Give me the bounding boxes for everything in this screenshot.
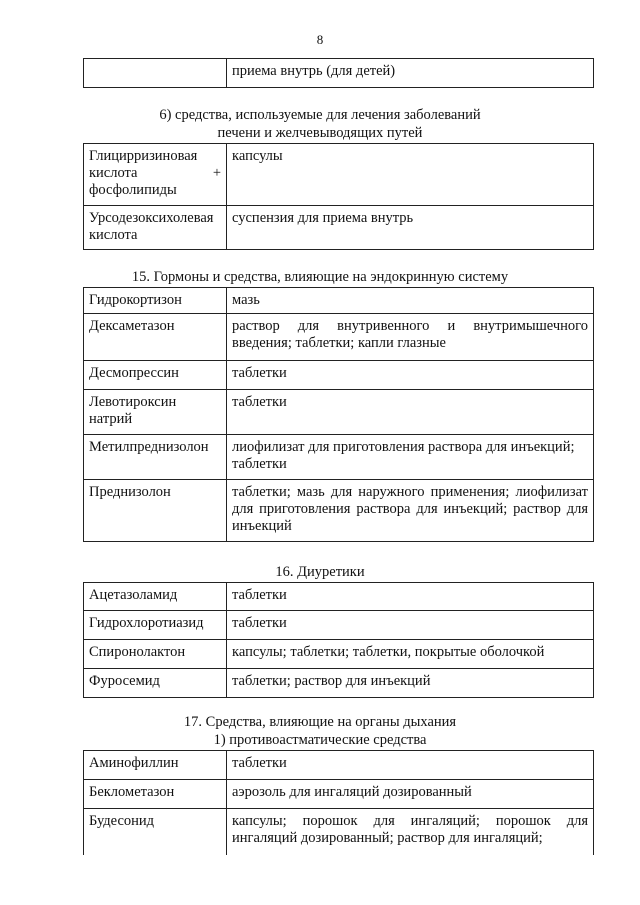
table-row — [84, 144, 594, 206]
drug-name-cell: Метилпреднизолон — [84, 435, 227, 480]
table-row — [84, 583, 594, 611]
table-row — [84, 669, 594, 698]
section-17-title — [0, 713, 640, 749]
drug-name-cell: Гидрокортизон — [84, 288, 227, 314]
dosage-form-cell: аэрозоль для ингаляций дозированный — [227, 780, 594, 809]
dosage-form-cell: таблетки; мазь для наружного применения; лиофилизат для приготовления раствора для инъекций; раствор для инъекций — [227, 480, 594, 542]
subsection-6-title — [0, 106, 640, 142]
table-row — [84, 640, 594, 669]
table-row — [84, 59, 594, 88]
drug-name-part: кислота — [89, 165, 138, 181]
drug-name-cell: Аминофиллин — [84, 751, 227, 780]
subsection-6-title-line2: печени и желчевыводящих путей — [217, 125, 423, 141]
table-row — [84, 751, 594, 780]
drug-name-cell: Преднизолон — [84, 480, 227, 542]
page-number: 8 — [316, 32, 324, 47]
subsection-6-title-line1: 6) средства, используемые для лечения заболеваний — [159, 107, 481, 123]
table-row — [84, 611, 594, 640]
dosage-form-cell: капсулы — [227, 144, 594, 206]
drug-name-cell — [84, 144, 227, 206]
liver-drugs-table — [83, 143, 594, 250]
dosage-form-cell: таблетки — [227, 390, 594, 435]
drug-name-cell: Левотироксин натрий — [84, 390, 227, 435]
dosage-form-cell: таблетки; раствор для инъекций — [227, 669, 594, 698]
drug-name-cell: Урсодезоксихолевая кислота — [84, 206, 227, 250]
section-17-subtitle: 1) противоастматические средства — [213, 732, 427, 748]
respiratory-table — [83, 750, 594, 855]
drug-name-cell: Дексаметазон — [84, 314, 227, 361]
section-15-title: 15. Гормоны и средства, влияющие на эндокринную систему — [131, 269, 509, 285]
drug-name-line: фосфолипиды — [89, 182, 177, 198]
drug-name-line — [89, 165, 221, 182]
dosage-form-cell: капсулы; таблетки; таблетки, покрытые оболочкой — [227, 640, 594, 669]
table-row — [84, 480, 594, 542]
drug-name-cell: Ацетазоламид — [84, 583, 227, 611]
drug-name-cell: Будесонид — [84, 809, 227, 855]
dosage-form-cell: капсулы; порошок для ингаляций; порошок для ингаляций дозированный; раствор для ингаляций; — [227, 809, 594, 855]
table-row — [84, 390, 594, 435]
dosage-form-cell: раствор для внутривенного и внутримышечного введения; таблетки; капли глазные — [227, 314, 594, 361]
drug-name-cell: Фуросемид — [84, 669, 227, 698]
section-16-title: 16. Диуретики — [275, 564, 365, 580]
table-row — [84, 314, 594, 361]
dosage-form-cell: таблетки — [227, 361, 594, 390]
hormones-table — [83, 287, 594, 542]
dosage-form-cell: мазь — [227, 288, 594, 314]
drug-name-line: Глицирризиновая — [89, 148, 198, 164]
drug-name-cell — [84, 59, 227, 88]
drug-name-cell: Десмопрессин — [84, 361, 227, 390]
dosage-form-cell: суспензия для приема внутрь — [227, 206, 594, 250]
dosage-form-cell: таблетки — [227, 751, 594, 780]
table-row — [84, 206, 594, 250]
section-17-title-line: 17. Средства, влияющие на органы дыхания — [183, 714, 457, 730]
diuretics-table — [83, 582, 594, 698]
drug-name-cell: Спиронолактон — [84, 640, 227, 669]
table-row — [84, 780, 594, 809]
plus-sign: + — [212, 165, 221, 181]
table-row — [84, 361, 594, 390]
table-row — [84, 809, 594, 855]
dosage-form-cell: таблетки — [227, 611, 594, 640]
drug-name-cell: Беклометазон — [84, 780, 227, 809]
drug-name-cell: Гидрохлоротиазид — [84, 611, 227, 640]
dosage-form-cell: лиофилизат для приготовления раствора для инъекций; таблетки — [227, 435, 594, 480]
table-row — [84, 288, 594, 314]
continuation-table — [83, 58, 594, 88]
dosage-form-cell: приема внутрь (для детей) — [227, 59, 594, 88]
dosage-form-cell: таблетки — [227, 583, 594, 611]
table-row — [84, 435, 594, 480]
